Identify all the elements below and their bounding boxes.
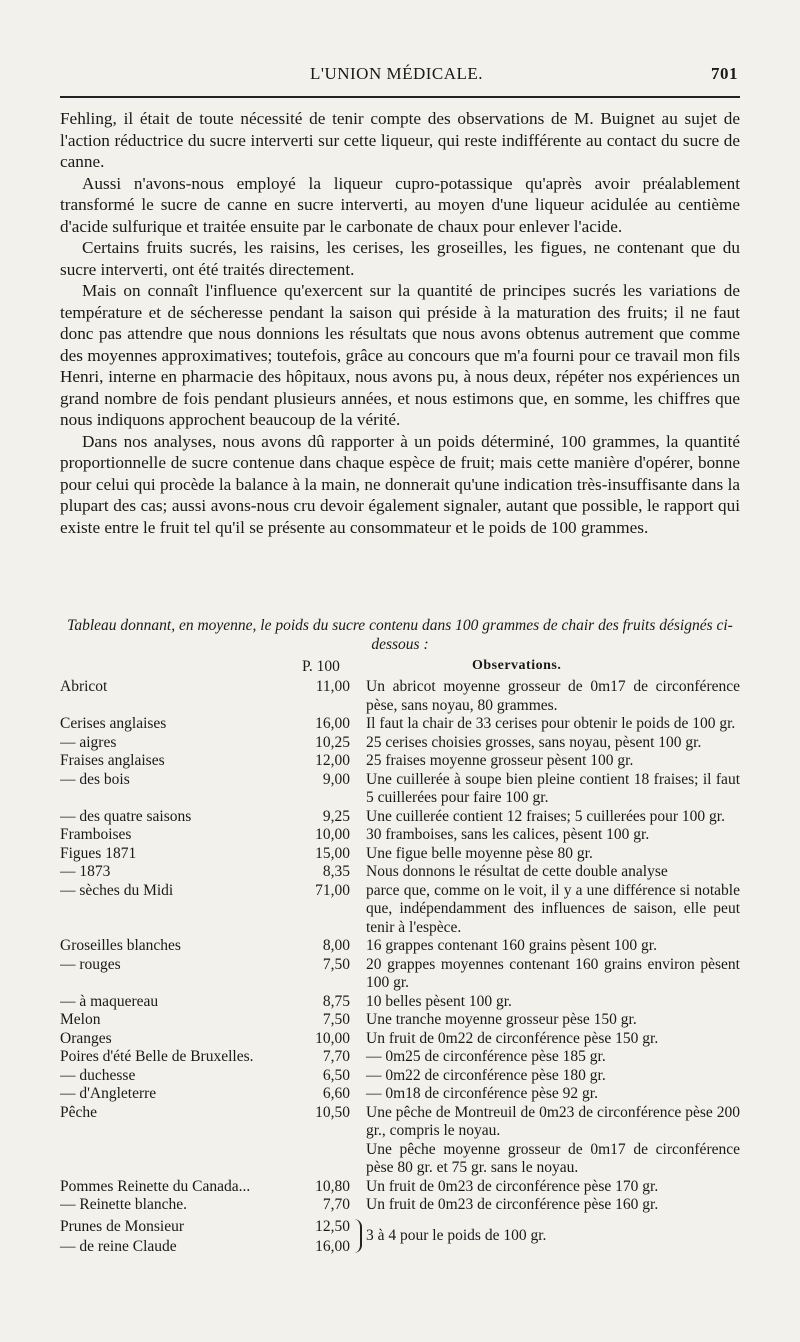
table-row [60,993,740,1012]
row-name: — d'Angleterre [60,1085,157,1102]
row-name: — aigres [60,733,117,751]
row-observation: Un fruit de 0m22 de circonférence pèse 150 gr. [366,1029,659,1047]
row-value: 6,50 [322,1066,350,1084]
row-name: Oranges [60,1029,112,1047]
table-row [60,715,740,734]
table-caption: Tableau donnant, en moyenne, le poids du sucre contenu dans 100 grammes de chair des fruits désignés ci-dessous : [67,617,733,653]
row-observation: Un abricot moyenne grosseur de 0m17 de circonférence pèse, sans noyau, 80 grammes. [366,678,740,714]
row-name: — 1873 [60,863,111,880]
row-name: Figues 1871 [60,844,137,862]
row-name: — sèches du Midi [60,881,174,899]
row-name: — de reine Claude [60,1237,177,1255]
row-observation: parce que, comme on le voit, il y a une différence si notable que, indépendamment des influences de saison, elle peut tenir à l'espèce. [366,881,740,936]
paragraph: Dans nos analyses, nous avons dû rapporter à un poids déterminé, 100 grammes, la quantité proportionnelle de sucre contenue dans chaque espèce de fruit; mais cette manière d'opérer, bonne pour celui qui procède la balance à la main, ne donnerait qu'une indication très-insuffisante dans la plupart des cas; aussi avons-nous cru devoir également signaler, autant que possible, le rapport qui existe entre le fruit tel qu'il se présente au consommateur et le poids de 100 grammes. [60,431,740,537]
row-name: Melon [60,1011,101,1028]
row-name: Framboises [60,826,132,843]
row-value: 10,80 [315,1177,350,1195]
row-value: 10,50 [315,1103,350,1121]
table-row [60,1030,740,1049]
table-row [60,1141,740,1178]
row-observation: 30 framboises, sans les calices, pèsent 100 gr. [366,826,650,843]
row-observation: — 0m25 de circonférence pèse 185 gr. [366,1048,606,1065]
paragraph: Aussi n'avons-nous employé la liqueur cupro-potassique qu'après avoir préalablement transformé le sucre de canne en sucre interverti, au moyen d'une liqueur acidulée au centième d'acide sulfurique et traitée ensuite par le carbonate de chaux pour enlever l'acide. [60,173,740,236]
row-name: — Reinette blanche. [60,1196,187,1213]
paragraph: Certains fruits sucrés, les raisins, les cerises, les groseilles, les figues, ne contenant que du sucre interverti, ont été traités directement. [60,238,740,279]
body-text [60,108,740,538]
table-row [60,863,740,882]
row-observation: Une pêche de Montreuil de 0m23 de circonférence pèse 200 gr., compris le noyau. [366,1103,740,1139]
table-row [60,1104,740,1141]
row-observation: Il faut la chair de 33 cerises pour obtenir le poids de 100 gr. [366,715,736,732]
row-observation: Un fruit de 0m23 de circonférence pèse 170 gr. [366,1177,659,1195]
row-value: 71,00 [315,881,350,899]
row-name: — des bois [60,770,130,788]
row-name: — rouges [60,955,121,973]
row-value: 12,50 [315,1217,350,1235]
row-observation: 10 belles pèsent 100 gr. [366,992,512,1010]
row-value: 7,50 [322,955,350,973]
row-observation: 25 cerises choisies grosses, sans noyau, pèsent 100 gr. [366,733,702,751]
row-value: 6,60 [322,1085,350,1102]
paragraph: Fehling, il était de toute nécessité de tenir compte des observations de M. Buignet au sujet de l'action réductrice du sucre interverti sur cette liqueur, qui reste indifférente au contact du sucre de canne. [60,109,740,171]
row-name: Abricot [60,678,108,695]
running-header [60,64,740,90]
column-header-observations: Observations. [472,658,562,673]
table-row [60,826,740,845]
row-value: 7,50 [322,1011,350,1028]
row-observation: 16 grappes contenant 160 grains pèsent 100 gr. [366,937,657,954]
row-value: 8,75 [322,992,350,1010]
row-value: 9,00 [322,770,350,788]
row-value: 8,35 [322,863,350,880]
page-number: 701 [711,64,738,83]
table-row [60,1048,740,1067]
row-observation: 20 grappes moyennes contenant 160 grains environ pèsent 100 gr. [366,955,740,991]
row-name: Fraises anglaises [60,752,165,769]
header-rule [60,96,740,98]
row-observation: — 0m22 de circonférence pèse 180 gr. [366,1066,606,1084]
row-value: 7,70 [322,1196,350,1213]
table-row [60,771,740,808]
table-row [60,956,740,993]
table-row [60,752,740,771]
table-row [60,1196,740,1215]
table-row [60,808,740,827]
sugar-table [60,656,740,1257]
table-header [60,656,740,678]
row-name: Cerises anglaises [60,715,167,732]
row-name: — duchesse [60,1066,136,1084]
row-name: — des quatre saisons [60,807,192,825]
row-observation: Une tranche moyenne grosseur pèse 150 gr. [366,1011,637,1028]
prunes-group [60,1217,740,1257]
table-row [60,734,740,753]
row-observation: Une cuillerée à soupe bien pleine contient 18 fraises; il faut 5 cuillerées pour faire 100 gr. [366,770,740,806]
row-name: Pommes Reinette du Canada... [60,1177,251,1195]
row-observation: Une figue belle moyenne pèse 80 gr. [366,844,593,862]
row-value: 12,00 [315,752,350,769]
row-name: Pêche [60,1103,98,1121]
table-body [60,678,740,1215]
table-row [60,1067,740,1086]
row-name: Prunes de Monsieur [60,1217,184,1235]
row-value: 8,00 [322,937,350,954]
row-observation: Nous donnons le résultat de cette double analyse [366,863,668,880]
table-row [60,882,740,938]
row-value: 10,00 [315,826,350,843]
row-value: 9,25 [322,807,350,825]
row-observation: — 0m18 de circonférence pèse 92 gr. [366,1085,598,1102]
brace [354,1219,362,1253]
row-name: — à maquereau [60,992,159,1010]
row-observation: Un fruit de 0m23 de circonférence pèse 160 gr. [366,1196,659,1213]
row-observation: 25 fraises moyenne grosseur pèsent 100 gr. [366,752,634,769]
table-row [60,845,740,864]
row-value: 10,00 [315,1029,350,1047]
paragraph: Mais on connaît l'influence qu'exercent sur la quantité de principes sucrés les variations de température et de sécheresse pendant la saison qui préside à la maturation des fruits; il ne faut donc pas attendre que nous donnions les résultats que nous avons obtenus autrement que comme des moyennes approximatives; toutefois, grâce au concours que m'a fourni pour ce travail mon fils Henri, interne en pharmacie des hôpitaux, nous avons pu, à nous deux, répéter nos expériences un grand nombre de fois pendant plusieurs années, et nous estimons que, en somme, les chiffres que nous indiquons approchent beaucoup de la vérité. [60,281,740,429]
row-value: 16,00 [315,715,350,732]
table-row [60,937,740,956]
row-name: Groseilles blanches [60,937,181,954]
table-row [60,1178,740,1197]
row-observation: Une cuillerée contient 12 fraises; 5 cuillerées pour 100 gr. [366,807,725,825]
row-observation: Une pêche moyenne grosseur de 0m17 de circonférence pèse 80 gr. et 75 gr. sans le noyau. [366,1140,740,1176]
row-value: 7,70 [322,1048,350,1065]
journal-title: L'UNION MÉDICALE. [310,64,484,83]
row-name: Poires d'été Belle de Bruxelles. [60,1048,254,1065]
row-value: 11,00 [315,678,350,695]
row-value: 16,00 [315,1237,350,1255]
column-header-value: P. 100 [302,658,340,675]
row-value: 10,25 [315,733,350,751]
table-row [60,1085,740,1104]
row-observation: 3 à 4 pour le poids de 100 gr. [366,1226,547,1244]
row-value: 15,00 [315,844,350,862]
table-row [60,1011,740,1030]
table-row [60,678,740,715]
